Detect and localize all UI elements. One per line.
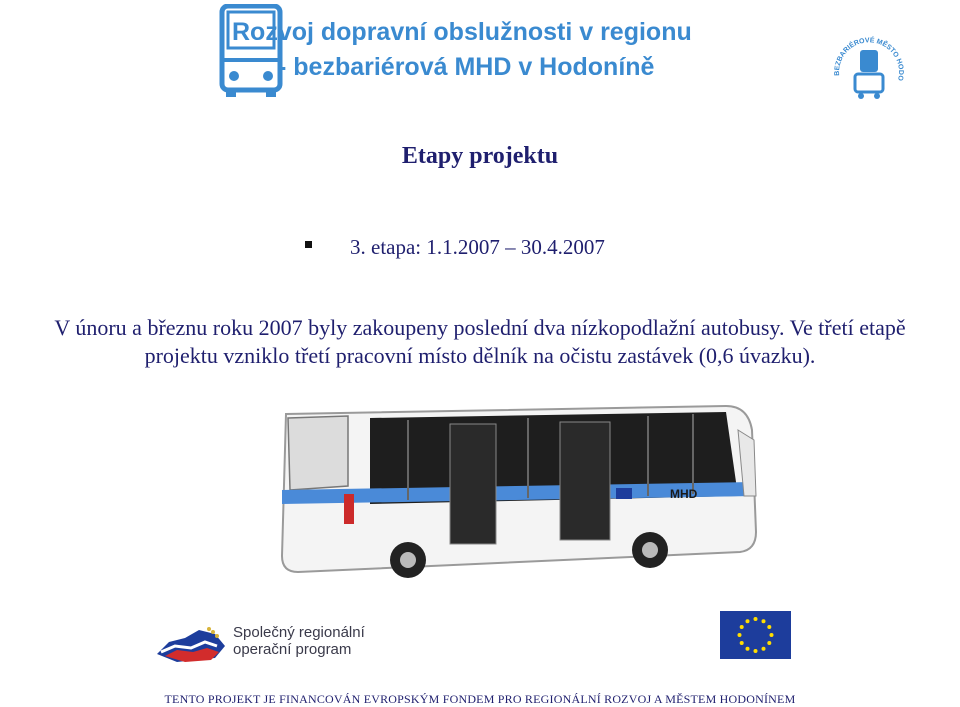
city-logo-text: BEZBARIÉROVÉ MĚSTO HODO <box>833 37 905 82</box>
banner-subtitle: - bezbariérová MHD v Hodoníně <box>278 53 655 81</box>
bus-side-label: MHD <box>670 487 698 501</box>
city-logo <box>828 28 910 110</box>
page-title: Etapy projektu <box>401 143 559 169</box>
srop-logo <box>155 620 385 664</box>
srop-line-2: operační program <box>233 641 352 658</box>
banner-title: Rozvoj dopravní obslužnosti v regionu <box>232 18 692 46</box>
paragraph <box>0 314 960 370</box>
srop-line-1: Společný regionální <box>233 624 365 641</box>
footer-funding-note: TENTO PROJEKT JE FINANCOVÁN EVROPSKÝM FONDEM PRO REGIONÁLNÍ ROZVOJ A MĚSTEM HODONÍNEM <box>164 692 796 706</box>
eu-flag-icon <box>720 611 791 659</box>
bullet-square-icon <box>305 241 312 248</box>
bullet-item <box>305 235 605 263</box>
paragraph-line-2: projektu vzniklo třetí pracovní místo dělník na očistu zastávek (0,6 úvazku). <box>144 343 816 368</box>
paragraph-line-1: V únoru a březnu roku 2007 byly zakoupeny poslední dva nízkopodlažní autobusy. Ve třetí etapě <box>54 315 906 340</box>
bullet-text: 3. etapa: 1.1.2007 – 30.4.2007 <box>350 235 605 259</box>
bus-photo <box>278 400 760 590</box>
